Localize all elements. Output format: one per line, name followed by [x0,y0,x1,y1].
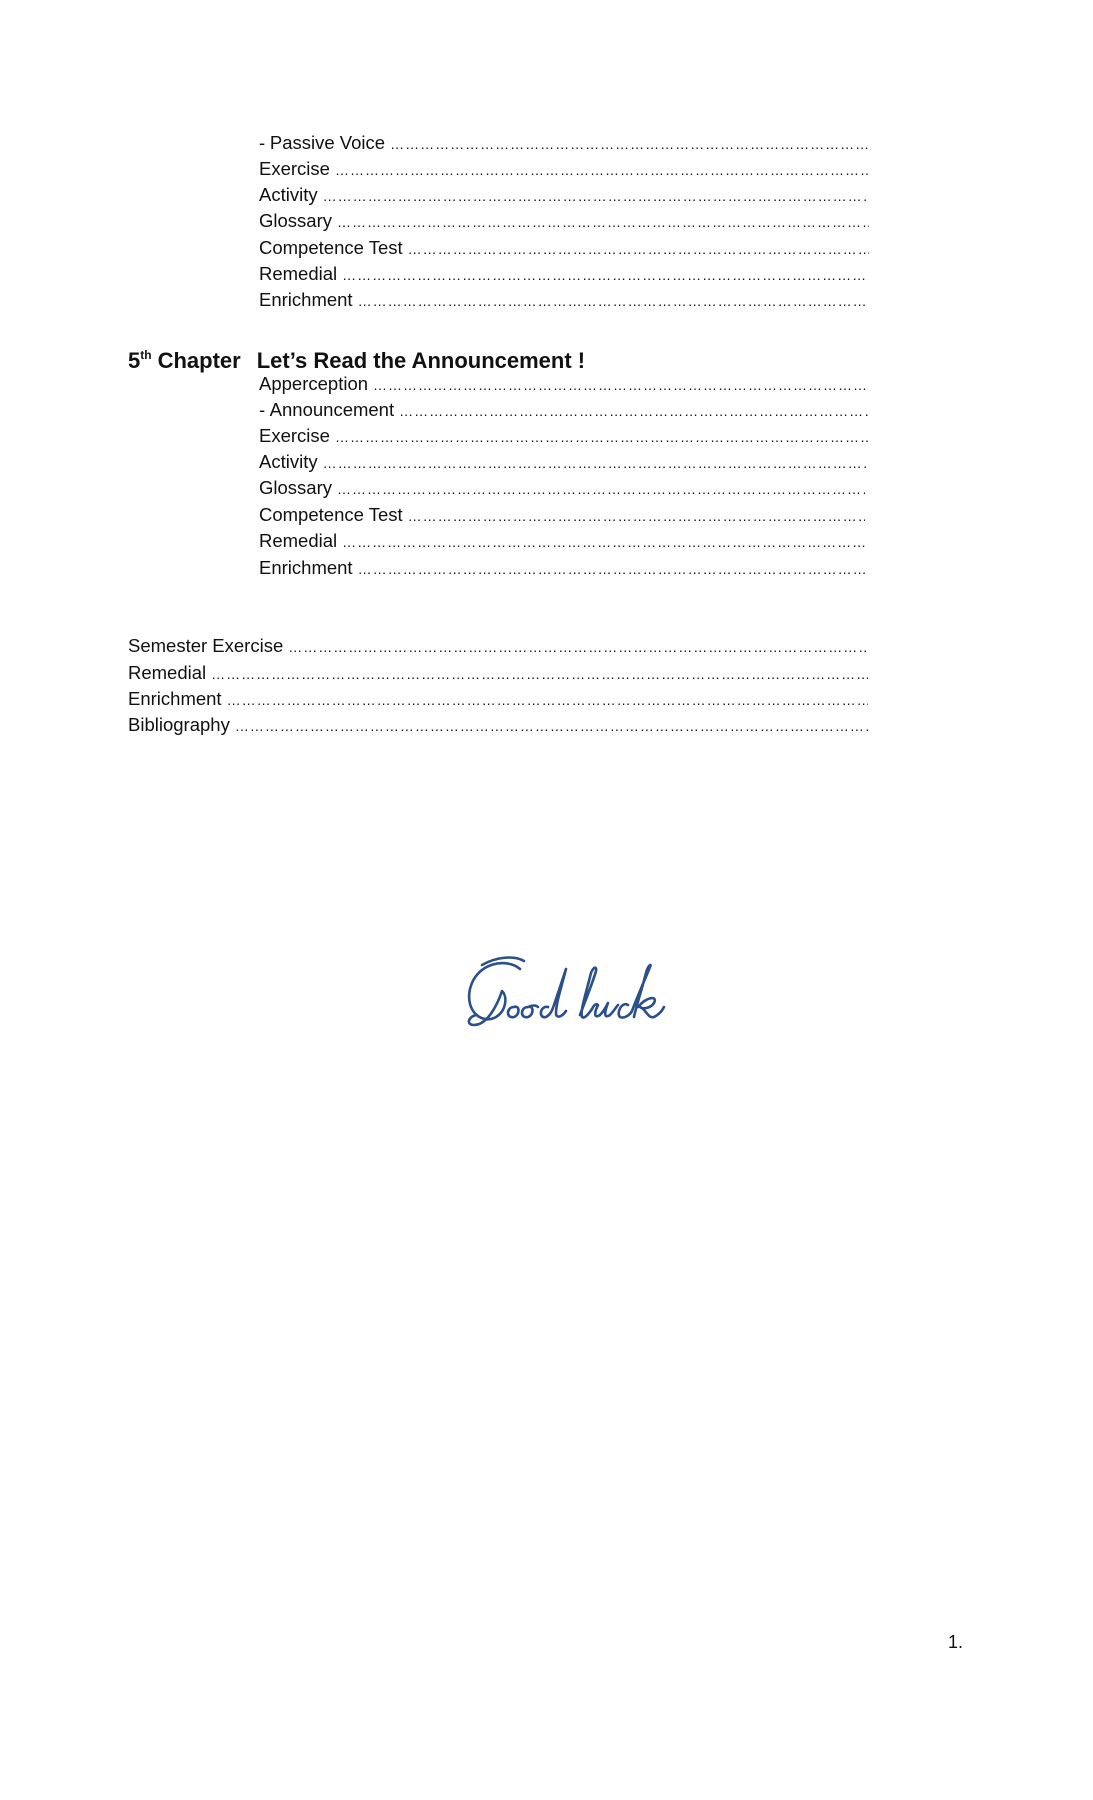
chapter-heading [128,340,585,376]
toc-entry-label: Glossary [259,210,332,231]
toc-entry-label: Announcement [269,399,395,420]
dot-leader [288,635,868,658]
toc-entry-label: Bibliography [128,714,230,735]
toc-entry-enrichment [259,288,865,312]
toc-entry-label: Remedial [259,530,338,551]
toc-entry-label: Enrichment [259,289,353,310]
toc-entry-label: Activity [259,451,318,472]
toc-entry-competence-test [259,503,865,527]
toc-entry-label: Remedial [259,263,338,284]
chapter-number: 5 [128,348,141,373]
dot-leader [358,557,865,580]
toc-entry-exercise [259,424,869,448]
toc-entry-remedial [259,262,869,286]
good-luck-signature [462,955,672,1035]
toc-entry-glossary [259,209,869,233]
dot-leader [211,662,868,685]
toc-entry-label: Competence Test [259,237,403,258]
toc-entry-label: Enrichment [128,688,222,709]
toc-entry-bibliography [128,713,868,737]
dot-leader [358,289,865,312]
toc-entry-semester-exercise [128,634,868,658]
toc-entry-bullet: - [259,399,266,420]
toc-entry-label: Exercise [259,158,330,179]
toc-entry-label: Semester Exercise [128,635,284,656]
toc-entry-label: Remedial [128,662,207,683]
toc-entry-enrichment [259,556,865,580]
dot-leader [337,210,869,233]
toc-entry-label: Apperception [259,373,369,394]
toc-entry-announcement [259,398,869,422]
chapter-title: Let’s Read the Announcement ! [256,348,586,373]
toc-entry-label: Exercise [259,425,330,446]
toc-entry-activity [259,183,869,207]
toc-entry-label: Enrichment [259,557,353,578]
dot-leader [335,158,869,181]
dot-leader [227,688,868,711]
toc-entry-label: Passive Voice [269,132,386,153]
toc-entry-label: Activity [259,184,318,205]
toc-entry-remedial [259,529,865,553]
toc-entry-enrichment [128,687,868,711]
dot-leader [335,425,869,448]
chapter-word: Chapter [157,348,241,373]
toc-entry-remedial [128,661,868,685]
dot-leader [235,714,868,737]
dot-leader [342,263,869,286]
dot-leader [323,184,869,207]
dot-leader [337,477,865,500]
dot-leader [390,132,869,155]
dot-leader [408,504,865,527]
dot-leader [323,451,869,474]
toc-entry-passive-voice [259,131,869,155]
toc-entry-label: Glossary [259,477,332,498]
toc-entry-bullet: - [259,132,266,153]
toc-entry-glossary [259,476,865,500]
page-number: 1. [948,1632,964,1652]
toc-entry-competence-test [259,236,869,260]
dot-leader [399,399,869,422]
toc-entry-label: Competence Test [259,504,403,525]
toc-entry-exercise [259,157,869,181]
dot-leader [373,373,869,396]
chapter-ordinal-suffix: th [140,348,152,362]
toc-entry-activity [259,450,869,474]
dot-leader [342,530,865,553]
dot-leader [408,237,869,260]
toc-entry-apperception [259,372,869,396]
